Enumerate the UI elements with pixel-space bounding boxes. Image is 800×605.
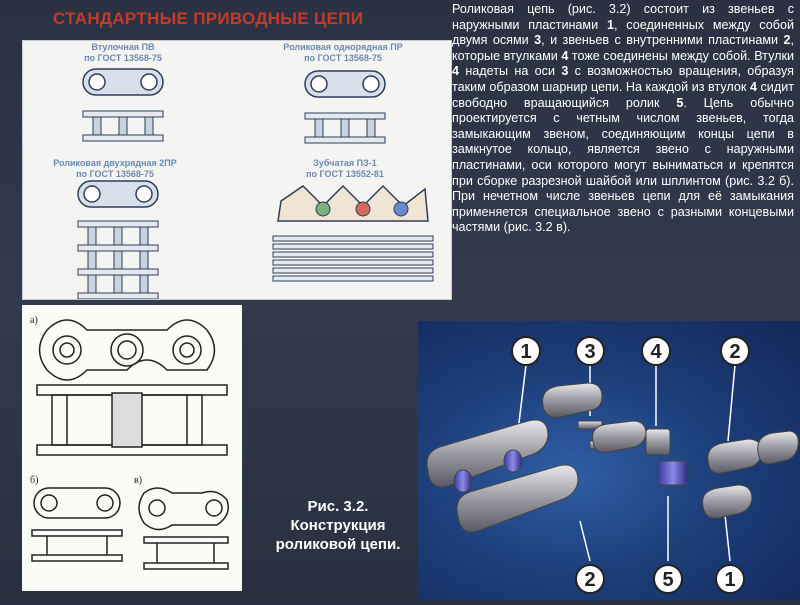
exploded-chain-illustration <box>418 321 800 600</box>
drawing-label-a: а) <box>30 315 38 326</box>
chain-type-name: Роликовая двухрядная 2ПР <box>53 158 177 168</box>
slide-title: СТАНДАРТНЫЕ ПРИВОДНЫЕ ЦЕПИ <box>53 9 364 28</box>
body-text-segment: 1 <box>606 17 614 32</box>
exploded-chain-image <box>418 321 800 600</box>
chain-type-name: Втулочная ПВ <box>91 42 155 52</box>
chain-type-standard: по ГОСТ 13568-75 <box>84 53 162 63</box>
photo-label-5: 5 <box>662 569 674 591</box>
body-text-segment: с возможностью вращения, образуя таким образом шарнир цепи. На каждой из втулок <box>452 64 794 94</box>
body-text-segment: , которые втулками <box>452 33 794 63</box>
caption-line: Конструкция <box>290 517 386 534</box>
caption-line: роликовой цепи. <box>275 536 401 553</box>
body-text-segment: Роликовая цепь (рис. 3.2) состоит из звеньев с наружными пластинами <box>452 2 794 32</box>
drawing-label-c: в) <box>134 475 143 486</box>
figure-caption <box>248 497 428 554</box>
body-text-segment: 3 <box>534 33 542 48</box>
chain-types-illustration <box>23 41 451 299</box>
body-text-segment: , и звеньев с внутренними пластинами <box>541 33 784 48</box>
photo-label-3: 3 <box>584 341 596 363</box>
drawing-label-b: б) <box>30 475 39 486</box>
body-text-segment: 3 <box>561 64 569 79</box>
chain-type-name: Роликовая однорядная ПР <box>283 42 403 52</box>
body-text-segment: 2 <box>783 33 791 48</box>
photo-label-4: 4 <box>650 341 662 363</box>
body-text-segment: 4 <box>749 79 757 94</box>
body-paragraph <box>452 2 794 236</box>
photo-label-2: 2 <box>729 341 741 363</box>
body-text-segment: , соединенных между собой двумя осями <box>452 17 794 48</box>
chain-type-standard: по ГОСТ 13552-81 <box>306 169 384 179</box>
chain-type-name: Зубчатая ПЗ-1 <box>313 158 377 168</box>
body-text-segment: надеты на оси <box>459 64 562 79</box>
body-text-segment: тоже соединены между собой. Втулки <box>568 48 794 63</box>
body-text-segment: 4 <box>452 64 460 79</box>
body-text-segment: 4 <box>561 48 569 63</box>
body-text-segment: сидит свободно вращающийся ролик <box>452 79 794 110</box>
chain-drawing-illustration <box>22 305 242 591</box>
chain-type-standard: по ГОСТ 13568-75 <box>76 169 154 179</box>
photo-label-1: 1 <box>520 341 532 363</box>
caption-line: Рис. 3.2. <box>307 498 369 515</box>
chain-type-standard: по ГОСТ 13568-75 <box>304 53 382 63</box>
photo-label-2-bottom: 2 <box>584 569 596 591</box>
technical-drawing <box>22 305 242 591</box>
body-text-segment: . Цепь обычно проектируется с четным числом звеньев, тогда замыкающим звеном, соединяющим концы цепи в замкнутое кольцо, является звено с наружными пластинами, оси которого могут выниматься и крепятся при сборке разрезной шайбой или шплинтом (рис. 3.2 б). При нечетном числе звеньев цепи для её замыкания применяется специальное звено с разными концевыми частями (рис. 3.2 в). <box>452 95 794 235</box>
chain-types-figure <box>22 40 452 300</box>
body-text-segment: 5 <box>676 95 684 110</box>
photo-label-1-bottom: 1 <box>724 569 736 591</box>
